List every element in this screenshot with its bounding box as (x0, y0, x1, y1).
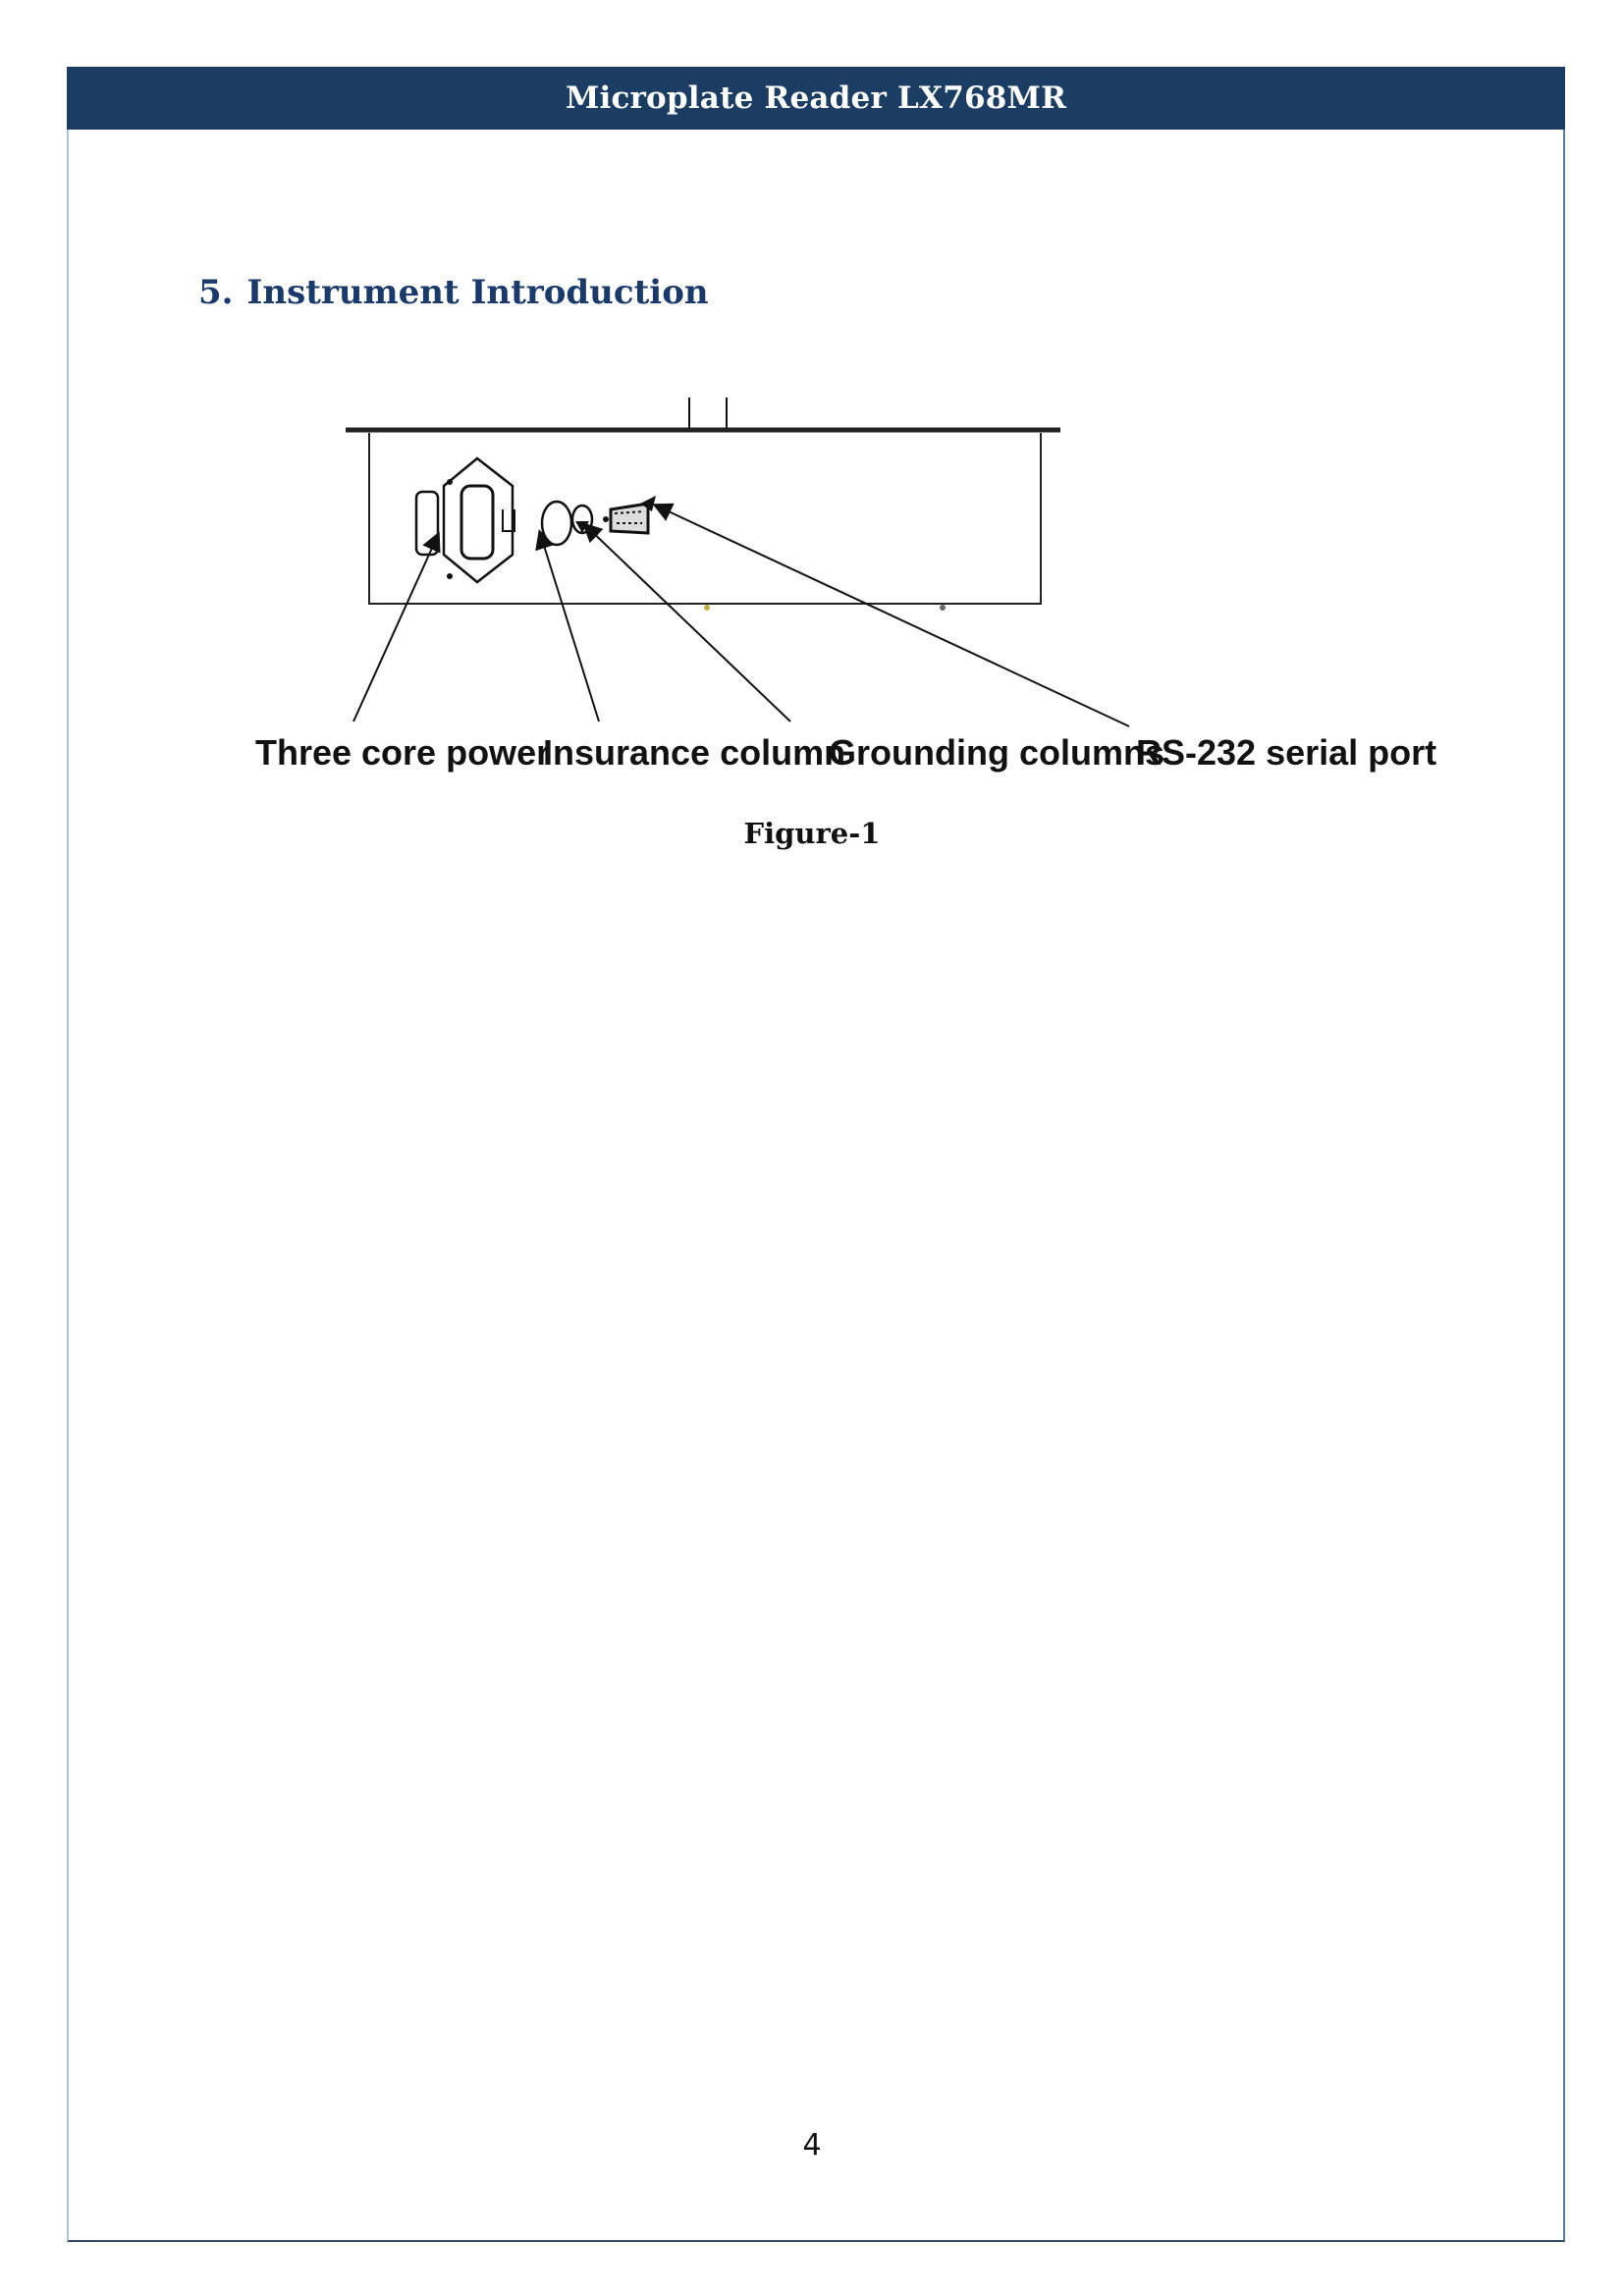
foot-left (704, 605, 710, 611)
power-socket-icon (416, 458, 514, 582)
page-number: 4 (802, 2128, 822, 2163)
rear-panel-figure (245, 388, 1437, 800)
serial-callout-line (656, 506, 1129, 726)
power-callout-line (353, 535, 438, 721)
instrument-body (369, 433, 1041, 604)
label-rs232-serial-port: RS-232 serial port (1136, 732, 1437, 773)
section-heading (198, 273, 709, 312)
label-grounding-columns: Grounding columns (829, 732, 1164, 773)
document-title: Microplate Reader LX768MR (565, 80, 1067, 116)
foot-right (940, 605, 946, 611)
label-three-core-power: Three core power (255, 732, 551, 773)
insurance-callout-line (540, 533, 599, 721)
section-number: 5. (198, 273, 234, 312)
section-title: Instrument Introduction (246, 273, 709, 312)
rs232-port-icon (603, 496, 656, 533)
document-header (67, 67, 1565, 130)
fuse-holder-icon (542, 502, 571, 545)
rear-panel-diagram (245, 388, 1437, 800)
top-handle (689, 398, 727, 429)
figure-caption: Figure-1 (743, 817, 881, 850)
label-insurance-column: Insurance column (543, 732, 846, 773)
